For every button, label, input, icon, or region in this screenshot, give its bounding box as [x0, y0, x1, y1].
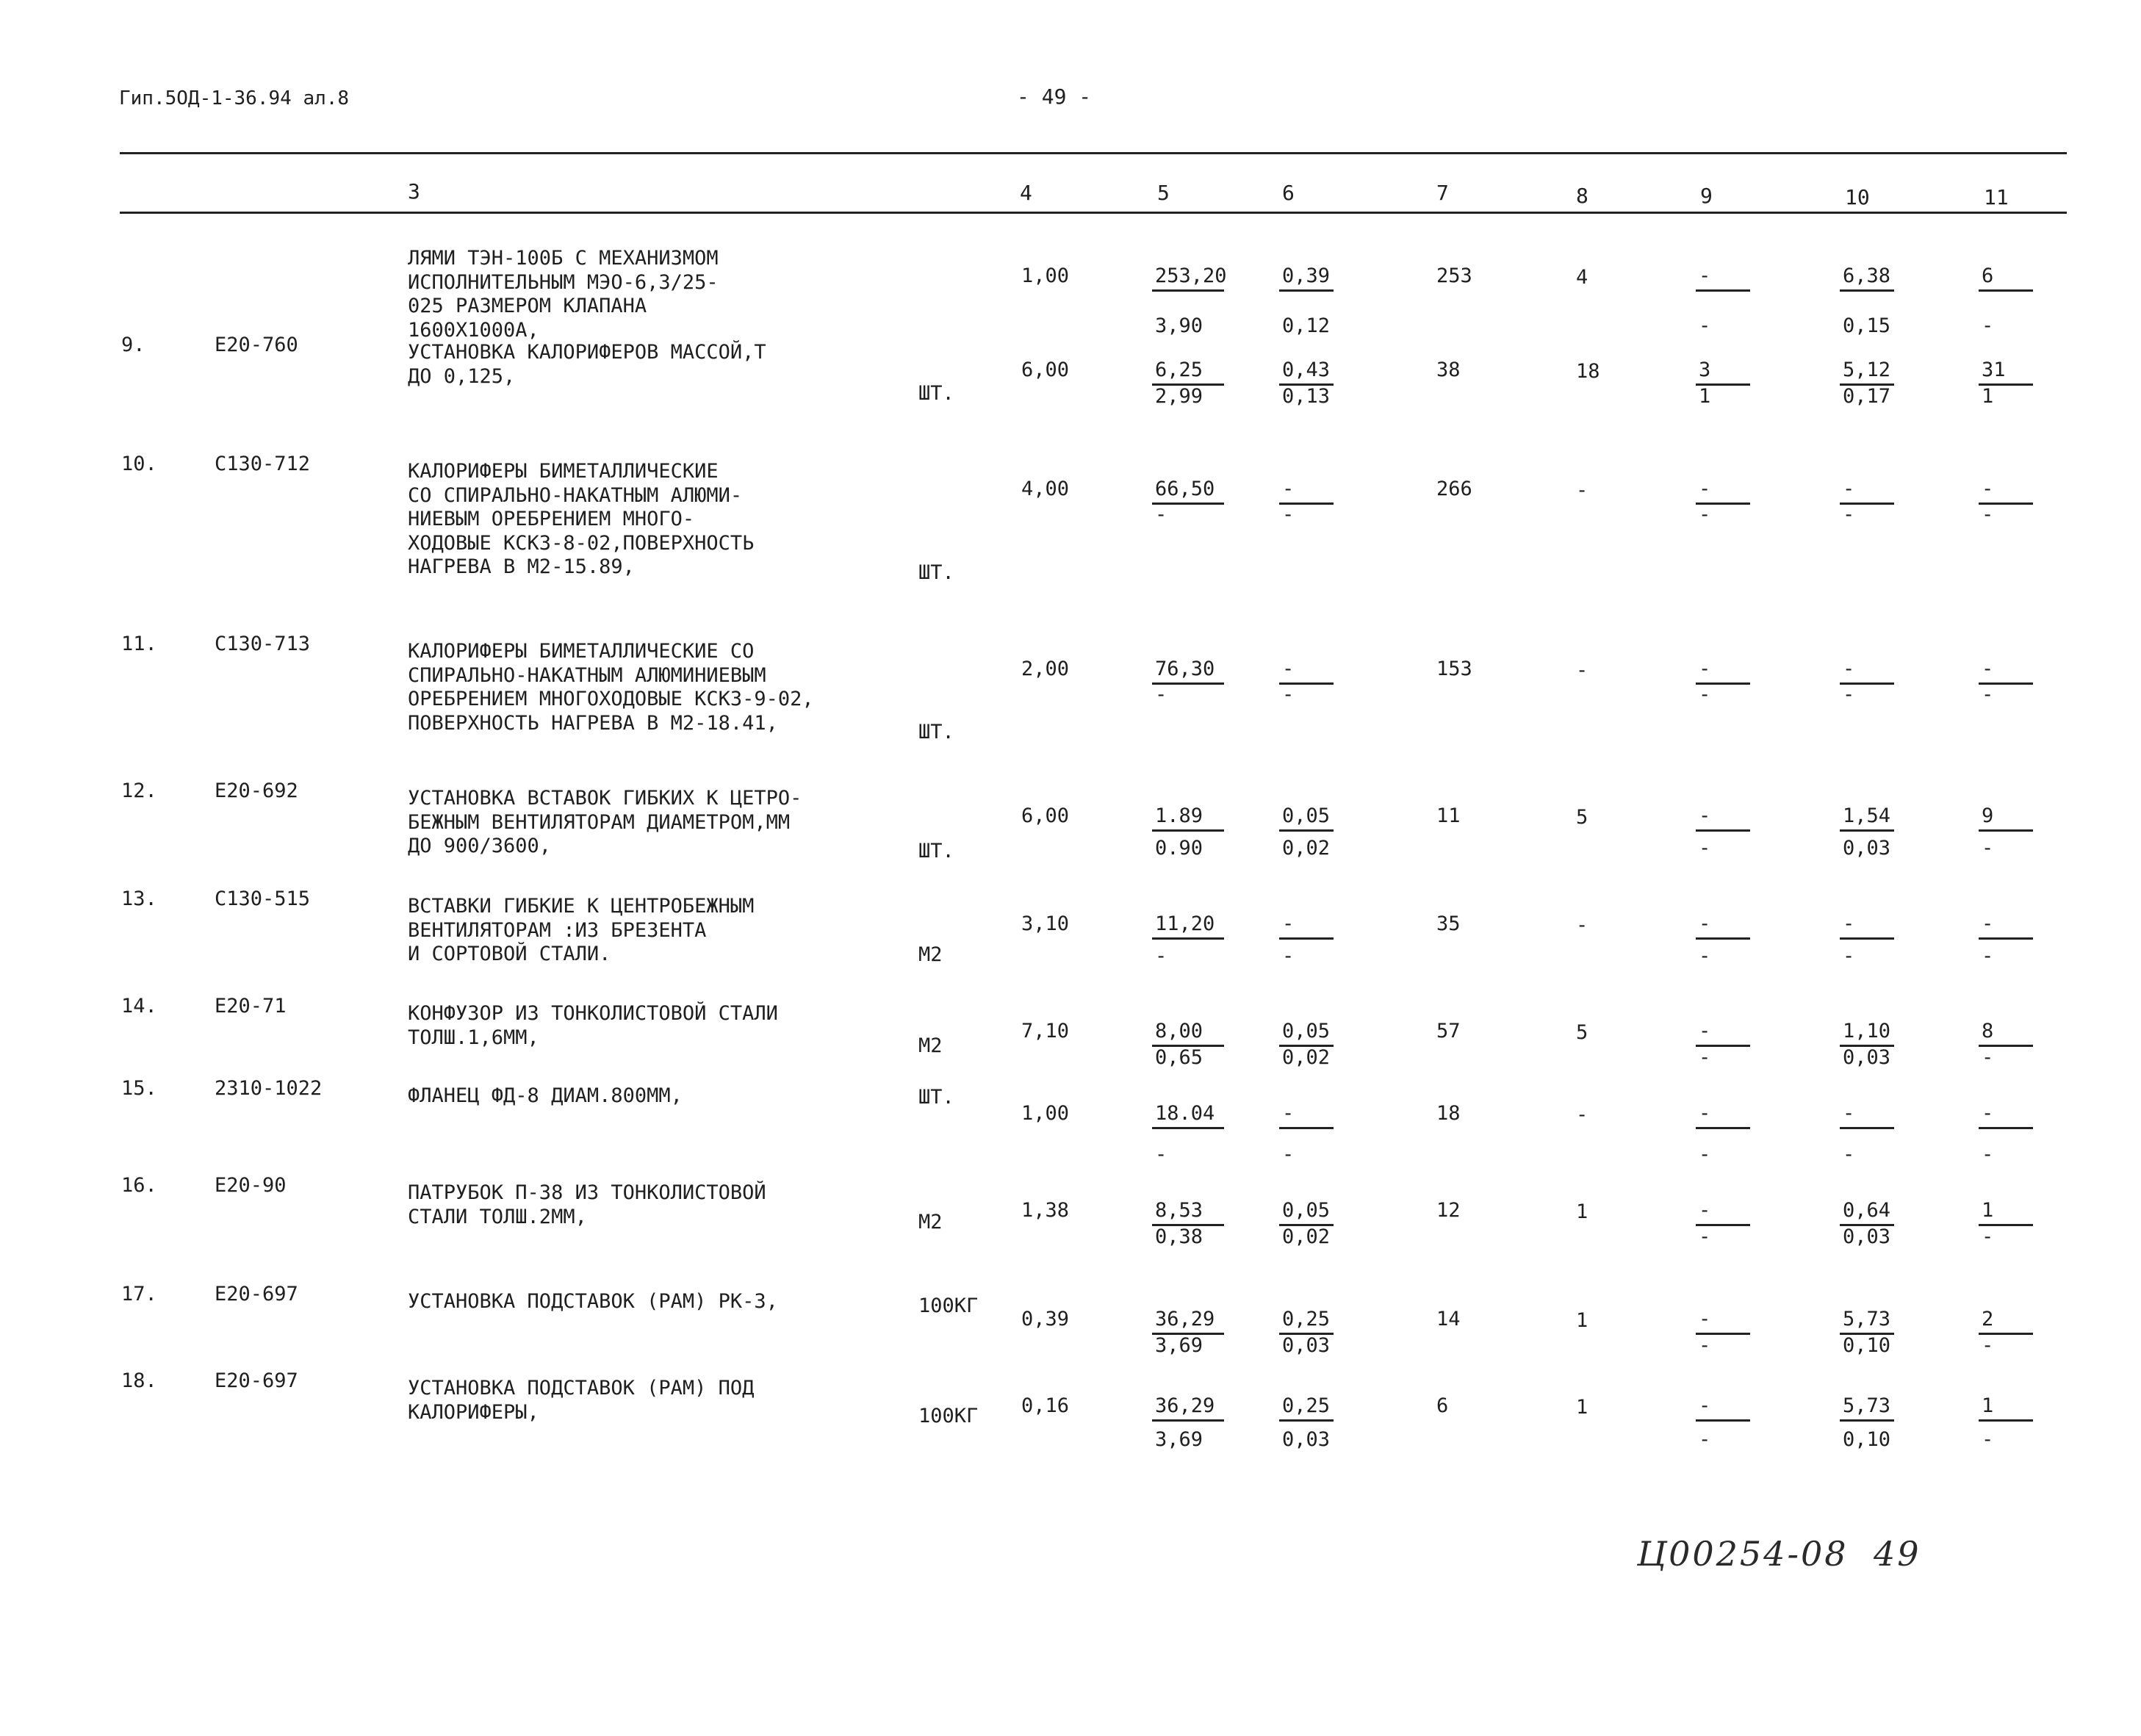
fraction-line	[1279, 1127, 1334, 1129]
cell-c5-upper: 11,20	[1155, 912, 1215, 935]
cell-c11-upper: -	[1982, 478, 1994, 500]
row-number: 10.	[121, 453, 157, 475]
description-line: КАЛОРИФЕРЫ БИМЕТАЛЛИЧЕСКИЕ СО	[408, 640, 755, 663]
cell-c11-lower: -	[1982, 1334, 1994, 1357]
cell-c9-lower: -	[1699, 1143, 1711, 1166]
row-description	[408, 1084, 683, 1109]
header-bottom-rule	[120, 212, 2067, 214]
column-header-6: 6	[1282, 181, 1295, 205]
fraction-line	[1696, 289, 1750, 292]
row-number: 11.	[121, 633, 157, 655]
cell-c9-upper: -	[1699, 1308, 1711, 1330]
cell-c11-upper: 31	[1982, 359, 2006, 381]
row-number: 14.	[121, 995, 157, 1018]
cell-c11-upper: -	[1982, 658, 1994, 680]
fraction-line	[1696, 1419, 1750, 1422]
cell-c8: 4	[1576, 266, 1588, 289]
row-quantity: 6,00	[1021, 804, 1070, 827]
cell-c6-upper: 0,25	[1282, 1394, 1331, 1417]
cell-c6-upper: 0,05	[1282, 1199, 1331, 1222]
cell-c9-upper: -	[1699, 1394, 1711, 1417]
cell-c9-lower: -	[1699, 1046, 1711, 1069]
description-line: ХОДОВЫЕ КСК3-8-02,ПОВЕРХНОСТЬ	[408, 531, 755, 555]
cell-c10-upper: -	[1843, 1102, 1855, 1125]
cell-c5-upper: 6,25	[1155, 359, 1203, 381]
column-header-7: 7	[1436, 181, 1449, 205]
cell-c6-lower: 0,03	[1282, 1334, 1331, 1357]
description-line: 1600Х1000А,	[408, 318, 539, 342]
description-line: УСТАНОВКА ВСТАВОК ГИБКИХ К ЦЕТРО-	[408, 787, 802, 810]
cell-c5-upper: 18.04	[1155, 1102, 1215, 1125]
cell-c11-lower: -	[1982, 314, 1994, 337]
row-unit: ШТ.	[918, 1086, 954, 1109]
cell-c11-upper: 1	[1982, 1199, 1994, 1222]
cell-c5-upper: 66,50	[1155, 478, 1215, 500]
row-description	[408, 1002, 778, 1050]
cell-c10-lower: 0,15	[1843, 314, 1891, 337]
row-quantity: 3,10	[1021, 912, 1070, 935]
cell-c5-lower: -	[1155, 683, 1167, 706]
description-line: ВЕНТИЛЯТОРАМ :ИЗ БРЕЗЕНТА	[408, 918, 707, 942]
row-description	[408, 1181, 766, 1229]
cell-c7: 6	[1436, 1394, 1449, 1417]
cell-c7: 253	[1436, 264, 1472, 287]
row-number: 17.	[121, 1283, 157, 1305]
header-top-rule	[120, 152, 2067, 154]
cell-c6-lower: -	[1282, 945, 1295, 968]
row-unit: ШТ.	[918, 561, 954, 584]
row-description	[408, 1377, 754, 1425]
cell-c6-upper: -	[1282, 1102, 1295, 1125]
cell-c5-lower: 2,99	[1155, 385, 1203, 408]
cell-c10-upper: 5,73	[1843, 1394, 1891, 1417]
cell-c11-upper: 8	[1982, 1020, 1994, 1042]
description-line: ПОВЕРХНОСТЬ НАГРЕВА В М2-18.41,	[408, 711, 778, 735]
cell-c11-lower: -	[1982, 1225, 1994, 1248]
cell-c11-upper: 9	[1982, 804, 1994, 827]
row-description	[408, 895, 754, 967]
row-unit: М2	[918, 1211, 943, 1233]
fraction-line	[1279, 937, 1334, 940]
cell-c10-upper: 5,73	[1843, 1308, 1891, 1330]
row-description	[408, 247, 719, 342]
row-quantity: 0,39	[1021, 1308, 1070, 1330]
cell-c11-lower: -	[1982, 945, 1994, 968]
cell-c5-lower: -	[1155, 945, 1167, 968]
cell-c11-upper: -	[1982, 912, 1994, 935]
cell-c9-upper: -	[1699, 804, 1711, 827]
cell-c6-upper: 0,05	[1282, 1020, 1331, 1042]
cell-c6-lower: 0,13	[1282, 385, 1331, 408]
description-line: НАГРЕВА В М2-15.89,	[408, 555, 635, 578]
cell-c8: 1	[1576, 1200, 1588, 1223]
cell-c8: -	[1576, 914, 1588, 937]
cell-c8: -	[1576, 1103, 1588, 1126]
row-quantity: 1,38	[1021, 1199, 1070, 1222]
page-number: - 49 -	[1017, 84, 1092, 109]
row-code: С130-713	[215, 633, 311, 655]
column-header-10: 10	[1845, 185, 1870, 209]
description-line: БЕЖНЫМ ВЕНТИЛЯТОРАМ ДИАМЕТРОМ,ММ	[408, 810, 791, 834]
cell-c11-lower: -	[1982, 1046, 1994, 1069]
cell-c6-upper: -	[1282, 912, 1295, 935]
cell-c9-upper: -	[1699, 912, 1711, 935]
row-code: Е20-692	[215, 779, 298, 802]
cell-c9-upper: -	[1699, 1199, 1711, 1222]
row-number: 18.	[121, 1369, 157, 1392]
row-unit: ШТ.	[918, 840, 954, 862]
cell-c6-upper: 0,43	[1282, 359, 1331, 381]
description-line: ПАТРУБОК П-38 ИЗ ТОНКОЛИСТОВОЙ	[408, 1181, 766, 1204]
cell-c9-lower: -	[1699, 1428, 1711, 1451]
cell-c9-lower: -	[1699, 503, 1711, 526]
cell-c10-lower: 0,03	[1843, 1225, 1891, 1248]
description-line: СПИРАЛЬНО-НАКАТНЫМ АЛЮМИНИЕВЫМ	[408, 663, 766, 687]
cell-c11-upper: 2	[1982, 1308, 1994, 1330]
cell-c7: 153	[1436, 658, 1472, 680]
cell-c10-lower: -	[1843, 945, 1855, 968]
cell-c10-upper: 1,54	[1843, 804, 1891, 827]
description-line: ФЛАНЕЦ ФД-8 ДИАМ.800ММ,	[408, 1084, 683, 1107]
cell-c5-lower: 3,90	[1155, 314, 1203, 337]
cell-c6-lower: -	[1282, 683, 1295, 706]
row-unit: М2	[918, 943, 943, 966]
cell-c11-upper: 6	[1982, 264, 1994, 287]
cell-c9-upper: 3	[1699, 359, 1711, 381]
cell-c6-upper: -	[1282, 658, 1295, 680]
cell-c5-lower: 3,69	[1155, 1334, 1203, 1357]
cell-c8: -	[1576, 659, 1588, 682]
cell-c8: 18	[1576, 360, 1600, 383]
row-quantity: 6,00	[1021, 359, 1070, 381]
row-quantity: 2,00	[1021, 658, 1070, 680]
cell-c8: 5	[1576, 1021, 1588, 1044]
row-unit: ШТ.	[918, 721, 954, 743]
fraction-line	[1152, 1419, 1224, 1422]
fraction-line	[1152, 937, 1224, 940]
cell-c6-upper: 0,39	[1282, 264, 1331, 287]
cell-c7: 266	[1436, 478, 1472, 500]
cell-c10-lower: 0,10	[1843, 1334, 1891, 1357]
fraction-line	[1840, 1127, 1894, 1129]
row-unit: 100КГ	[918, 1294, 979, 1317]
row-quantity: 0,16	[1021, 1394, 1070, 1417]
fraction-line	[1840, 289, 1894, 292]
row-number: 15.	[121, 1077, 157, 1100]
column-header-8: 8	[1576, 184, 1588, 208]
row-number: 16.	[121, 1174, 157, 1197]
cell-c9-upper: -	[1699, 478, 1711, 500]
cell-c7: 11	[1436, 804, 1461, 827]
cell-c10-upper: 1,10	[1843, 1020, 1891, 1042]
row-description	[408, 640, 814, 735]
cell-c9-lower: -	[1699, 945, 1711, 968]
cell-c11-upper: 1	[1982, 1394, 1994, 1417]
cell-c10-lower: 0,10	[1843, 1428, 1891, 1451]
cell-c11-lower: -	[1982, 683, 1994, 706]
fraction-line	[1979, 289, 2033, 292]
description-line: ВСТАВКИ ГИБКИЕ К ЦЕНТРОБЕЖНЫМ	[408, 895, 755, 918]
cell-c9-lower: -	[1699, 1225, 1711, 1248]
cell-c6-lower: 0,02	[1282, 1046, 1331, 1069]
row-code: Е20-697	[215, 1283, 298, 1305]
description-line: ОРЕБРЕНИЕМ МНОГОХОДОВЫЕ КСК3-9-02,	[408, 688, 814, 710]
cell-c9-lower: -	[1699, 837, 1711, 860]
row-quantity: 1,00	[1021, 1102, 1070, 1125]
row-code: С130-515	[215, 887, 311, 910]
cell-c10-upper: 6,38	[1843, 264, 1891, 287]
cell-c5-upper: 1.89	[1155, 804, 1203, 827]
row-description	[408, 787, 802, 859]
row-code: Е20-90	[215, 1174, 287, 1197]
description-line: НИЕВЫМ ОРЕБРЕНИЕМ МНОГО-	[408, 508, 695, 530]
cell-c6-lower: 0,02	[1282, 837, 1331, 860]
column-header-5: 5	[1157, 181, 1170, 205]
description-line: И СОРТОВОЙ СТАЛИ.	[408, 943, 611, 965]
cell-c8: 5	[1576, 806, 1588, 829]
row-description	[408, 1290, 778, 1314]
cell-c6-lower: -	[1282, 503, 1295, 526]
fraction-line	[1979, 829, 2033, 832]
cell-c5-lower: 0,38	[1155, 1225, 1203, 1248]
cell-c10-lower: 0,03	[1843, 1046, 1891, 1069]
row-number: 13.	[121, 887, 157, 910]
description-line: КАЛОРИФЕРЫ БИМЕТАЛЛИЧЕСКИЕ	[408, 460, 719, 483]
cell-c11-lower: -	[1982, 837, 1994, 860]
cell-c10-upper: -	[1843, 912, 1855, 935]
cell-c10-upper: -	[1843, 478, 1855, 500]
row-number: 9.	[121, 334, 145, 356]
cell-c8: 1	[1576, 1396, 1588, 1419]
fraction-line	[1152, 1127, 1224, 1129]
cell-c6-upper: -	[1282, 478, 1295, 500]
cell-c6-lower: 0,02	[1282, 1225, 1331, 1248]
cell-c7: 38	[1436, 359, 1461, 381]
cell-c5-lower: 3,69	[1155, 1428, 1203, 1451]
row-code: Е20-71	[215, 995, 287, 1018]
fraction-line	[1979, 1127, 2033, 1129]
cell-c8: 1	[1576, 1309, 1588, 1332]
fraction-line	[1696, 829, 1750, 832]
row-unit: ШТ.	[918, 382, 954, 405]
cell-c6-lower: 0,03	[1282, 1428, 1331, 1451]
cell-c9-upper: -	[1699, 658, 1711, 680]
cell-c11-lower: -	[1982, 1428, 1994, 1451]
cell-c5-upper: 36,29	[1155, 1394, 1215, 1417]
row-description	[408, 460, 754, 580]
cell-c9-lower: -	[1699, 1334, 1711, 1357]
fraction-line	[1152, 289, 1224, 292]
cell-c6-upper: 0,05	[1282, 804, 1331, 827]
cell-c6-lower: -	[1282, 1143, 1295, 1166]
cell-c9-lower: -	[1699, 314, 1711, 337]
cell-c5-lower: 0.90	[1155, 837, 1203, 860]
fraction-line	[1152, 829, 1224, 832]
description-line: ИСПОЛНИТЕЛЬНЫМ МЭО-6,3/25-	[408, 270, 719, 294]
fraction-line	[1279, 289, 1334, 292]
fraction-line	[1279, 829, 1334, 832]
cell-c9-upper: -	[1699, 264, 1711, 287]
column-header-4: 4	[1020, 181, 1032, 205]
fraction-line	[1979, 1419, 2033, 1422]
cell-c9-upper: -	[1699, 1020, 1711, 1042]
cell-c11-lower: 1	[1982, 385, 1994, 408]
row-quantity: 1,00	[1021, 264, 1070, 287]
cell-c11-upper: -	[1982, 1102, 1994, 1125]
fraction-line	[1696, 937, 1750, 940]
handwritten-page-number: 49	[1874, 1534, 1921, 1574]
description-line: КОНФУЗОР ИЗ ТОНКОЛИСТОВОЙ СТАЛИ	[408, 1002, 778, 1025]
column-header-9: 9	[1700, 184, 1713, 208]
cell-c7: 12	[1436, 1199, 1461, 1222]
cell-c5-upper: 8,53	[1155, 1199, 1203, 1222]
cell-c11-lower: -	[1982, 503, 1994, 526]
description-line: СО СПИРАЛЬНО-НАКАТНЫМ АЛЮМИ-	[408, 483, 743, 507]
row-code: С130-712	[215, 453, 311, 475]
cell-c5-upper: 8,00	[1155, 1020, 1203, 1042]
cell-c6-lower: 0,12	[1282, 314, 1331, 337]
cell-c7: 35	[1436, 912, 1461, 935]
fraction-line	[1696, 1127, 1750, 1129]
description-line: 025 РАЗМЕРОМ КЛАПАНА	[408, 295, 647, 317]
column-header-11: 11	[1984, 185, 2009, 209]
cell-c9-lower: -	[1699, 683, 1711, 706]
cell-c8: -	[1576, 479, 1588, 502]
row-quantity: 7,10	[1021, 1020, 1070, 1042]
row-number: 12.	[121, 779, 157, 802]
cell-c7: 57	[1436, 1020, 1461, 1042]
cell-c5-lower: 0,65	[1155, 1046, 1203, 1069]
description-line: УСТАНОВКА ПОДСТАВОК (РАМ) ПОД	[408, 1377, 755, 1400]
fraction-line	[1279, 1419, 1334, 1422]
description-line: ТОЛШ.1,6ММ,	[408, 1026, 539, 1049]
row-unit: 100КГ	[918, 1405, 979, 1427]
cell-c10-lower: -	[1843, 1143, 1855, 1166]
cell-c5-lower: -	[1155, 503, 1167, 526]
inventory-stamp: Ц00254-08	[1637, 1534, 1849, 1574]
row-quantity: 4,00	[1021, 478, 1070, 500]
row-description	[408, 341, 766, 389]
description-line: СТАЛИ ТОЛШ.2ММ,	[408, 1205, 587, 1228]
description-line: УСТАНОВКА КАЛОРИФЕРОВ МАССОЙ,Т	[408, 341, 766, 364]
cell-c5-upper: 36,29	[1155, 1308, 1215, 1330]
cell-c10-upper: 5,12	[1843, 359, 1891, 381]
cell-c10-lower: -	[1843, 683, 1855, 706]
cell-c5-upper: 76,30	[1155, 658, 1215, 680]
row-code: Е20-760	[215, 334, 298, 356]
cell-c10-upper: -	[1843, 658, 1855, 680]
column-header-3: 3	[408, 179, 420, 204]
row-code: Е20-697	[215, 1369, 298, 1392]
cell-c11-lower: -	[1982, 1143, 1994, 1166]
cell-c10-lower: -	[1843, 503, 1855, 526]
fraction-line	[1979, 937, 2033, 940]
cell-c10-lower: 0,03	[1843, 837, 1891, 860]
cell-c6-upper: 0,25	[1282, 1308, 1331, 1330]
fraction-line	[1840, 829, 1894, 832]
row-code: 2310-1022	[215, 1077, 323, 1100]
cell-c5-lower: -	[1155, 1143, 1167, 1166]
fraction-line	[1840, 937, 1894, 940]
cell-c5-upper: 253,20	[1155, 264, 1227, 287]
cell-c10-lower: 0,17	[1843, 385, 1891, 408]
cell-c9-lower: 1	[1699, 385, 1711, 408]
fraction-line	[1840, 1419, 1894, 1422]
cell-c7: 14	[1436, 1308, 1461, 1330]
cell-c7: 18	[1436, 1102, 1461, 1125]
cell-c10-upper: 0,64	[1843, 1199, 1891, 1222]
description-line: КАЛОРИФЕРЫ,	[408, 1400, 539, 1424]
row-unit: М2	[918, 1034, 943, 1057]
description-line: УСТАНОВКА ПОДСТАВОК (РАМ) РК-3,	[408, 1290, 778, 1313]
description-line: ДО 0,125,	[408, 364, 516, 388]
document-code: Гип.5ОД-1-36.94 ал.8	[119, 87, 350, 109]
description-line: ЛЯМИ ТЭН-100Б С МЕХАНИЗМОМ	[408, 247, 719, 270]
cell-c9-upper: -	[1699, 1102, 1711, 1125]
description-line: ДО 900/3600,	[408, 835, 552, 857]
